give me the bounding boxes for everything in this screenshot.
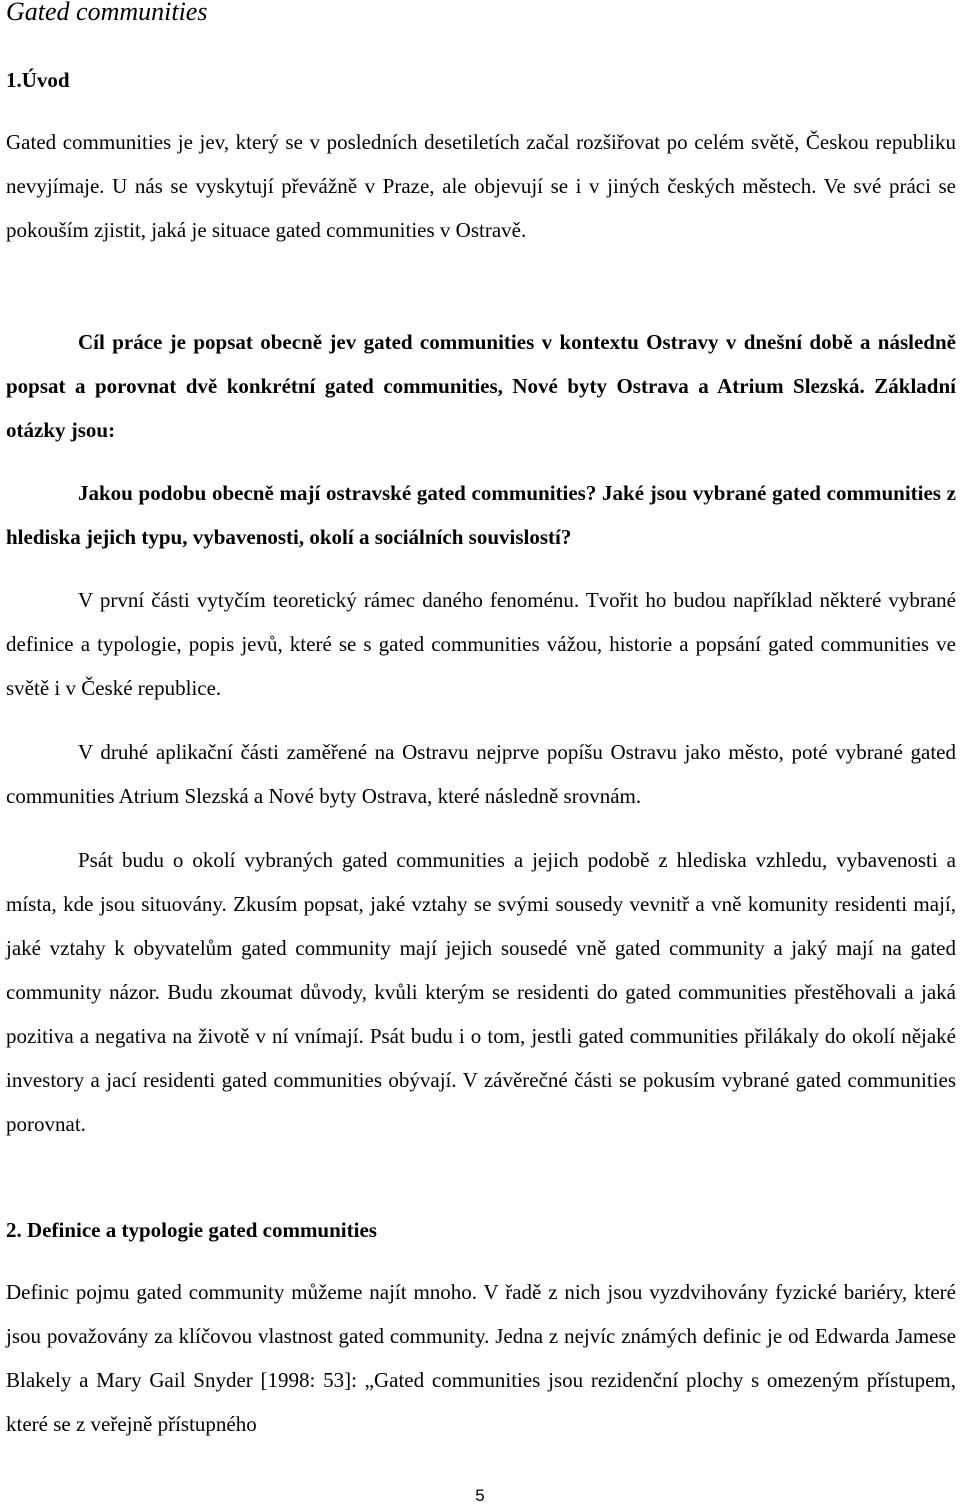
page-number: 5	[475, 1486, 485, 1505]
section-heading-definice: 2. Definice a typologie gated communities	[6, 1218, 377, 1242]
document-title: Gated communities	[6, 0, 208, 26]
section-heading-uvod: 1.Úvod	[6, 68, 70, 92]
paragraph-goal: Cíl práce je popsat obecně jev gated communities v kontextu Ostravy v dnešní době a následně popsat a porovnat dvě konkrétní gated communities, Nové byty Ostrava a Atrium Slezská. Základní otázky jsou:	[6, 330, 956, 442]
paragraph-definitions: Definic pojmu gated community můžeme najít mnoho. V řadě z nich jsou vyzdvihovány fyzické bariéry, které jsou považovány za klíčovou vlastnost gated community. Jedna z nejvíc známých definic je od Edwarda Jamese Blakely a Mary Gail Snyder [1998: 53]: „Gated communities jsou rezidenční plochy s omezeným přístupem, které se z veřejně přístupného	[6, 1280, 956, 1436]
paragraph-intro: Gated communities je jev, který se v posledních desetiletích začal rozšiřovat po celém světě, Českou republiku nevyjímaje. U nás se vyskytují převážně v Praze, ale objevují se i v jiných českých městech. Ve své práci se pokouším zjistit, jaká je situace gated communities v Ostravě.	[6, 130, 956, 242]
paragraph-method: Psát budu o okolí vybraných gated communities a jejich podobě z hlediska vzhledu, vybavenosti a místa, kde jsou situovány. Zkusím popsat, jaké vztahy se svými sousedy vevnitř a vně komunity residenti mají, jaké vztahy k obyvatelům gated community mají jejich sousedé vně gated community a jaký mají na gated community názor. Budu zkoumat důvody, kvůli kterým se residenti do gated communities přestěhovali a jaká pozitiva a negativa na životě v ní vnímají. Psát budu i o tom, jestli gated communities přilákaly do okolí nějaké investory a jací residenti gated communities obývají. V závěrečné části se pokusím vybrané gated communities porovnat.	[6, 848, 956, 1136]
paragraph-part-two: V druhé aplikační části zaměřené na Ostravu nejprve popíšu Ostravu jako město, poté vybrané gated communities Atrium Slezská a Nové byty Ostrava, které následně srovnám.	[6, 740, 956, 808]
paragraph-part-one: V první části vytyčím teoretický rámec daného fenoménu. Tvořit ho budou například některé vybrané definice a typologie, popis jevů, které se s gated communities vážou, historie a popsání gated communities ve světě i v České republice.	[6, 588, 956, 700]
paragraph-questions: Jakou podobu obecně mají ostravské gated communities? Jaké jsou vybrané gated communities z hlediska jejich typu, vybavenosti, okolí a sociálních souvislostí?	[6, 481, 956, 549]
